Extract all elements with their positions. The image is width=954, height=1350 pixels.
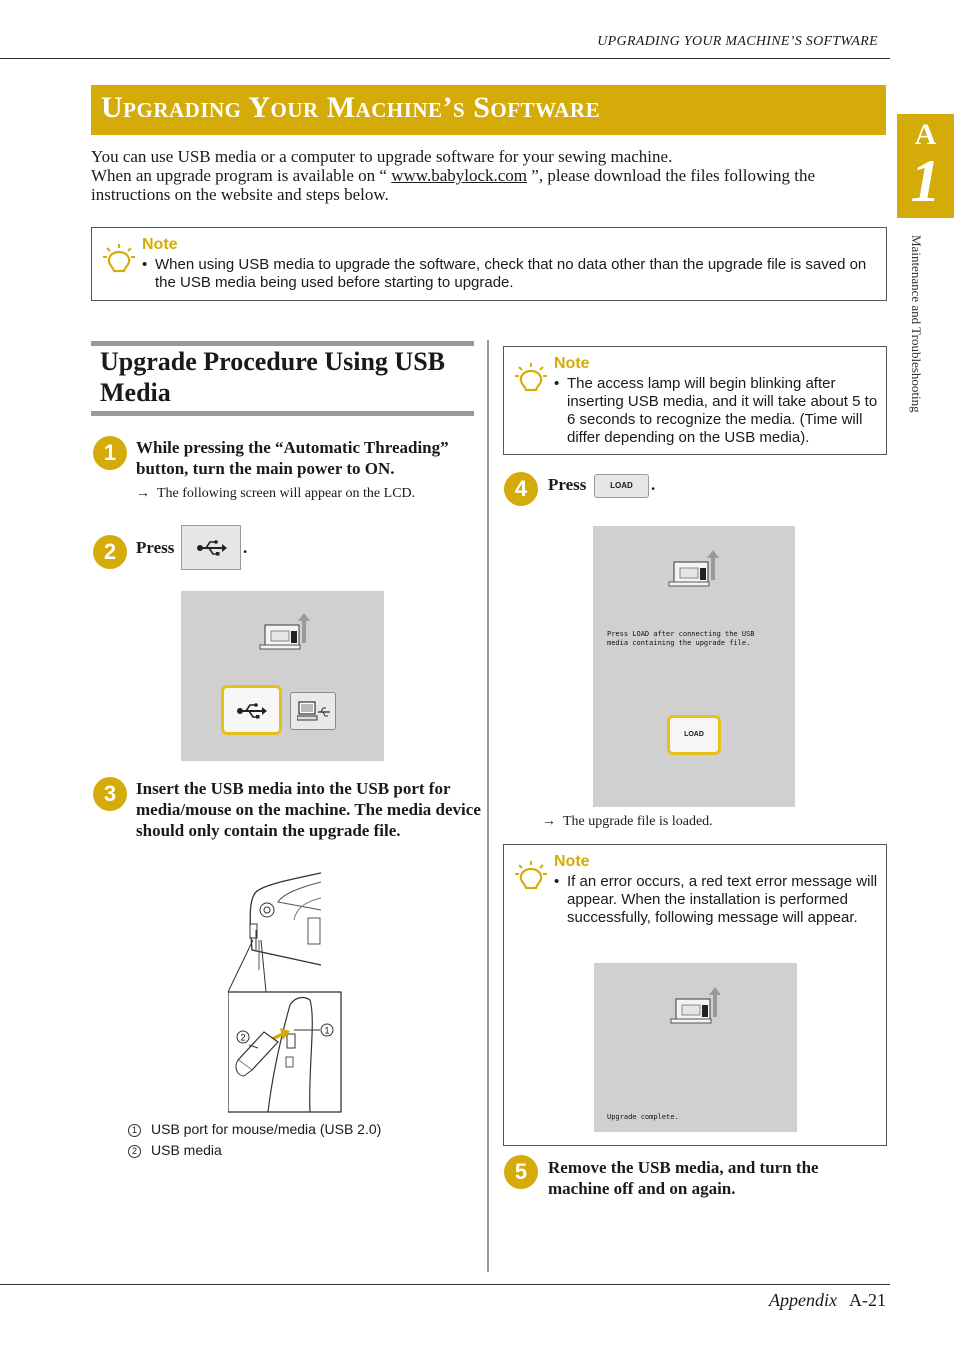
usb-button-inline[interactable] bbox=[181, 525, 241, 570]
step-3-text: Insert the USB media into the USB port for media/mouse on the machine. The media device should only contain the upgrade file. bbox=[136, 779, 481, 840]
footer-rule bbox=[0, 1284, 890, 1285]
note-title: Note bbox=[554, 355, 590, 372]
lightbulb-icon bbox=[102, 242, 136, 276]
title-bar bbox=[91, 85, 886, 135]
result-text: The following screen will appear on the LCD. bbox=[157, 486, 416, 501]
intro-paragraph bbox=[91, 147, 891, 204]
chapter-number: 1 bbox=[910, 148, 941, 214]
step-number-3: 3 bbox=[93, 777, 127, 811]
legend-number: 1 bbox=[128, 1124, 141, 1137]
column-divider bbox=[487, 340, 489, 1272]
header-rule bbox=[0, 58, 890, 59]
note-title: Note bbox=[142, 236, 178, 253]
running-header: UPGRADING YOUR MACHINE’S SOFTWARE bbox=[597, 34, 878, 49]
footer-section: Appendix bbox=[769, 1290, 837, 1310]
note-body: If an error occurs, a red text error message will appear. When the installation is performed successfully, following message will appear. bbox=[567, 873, 878, 926]
lcd-load-button[interactable]: LOAD bbox=[667, 715, 721, 755]
note-text: • The access lamp will begin blinking after inserting USB media, and it will take about 5 to 6 seconds to recognize the media. (Time will differ depending on the USB media). bbox=[554, 375, 878, 446]
intro-text-before: When an upgrade program is available on “ bbox=[91, 166, 392, 185]
note-body: When using USB media to upgrade the software, check that no data other than the upgrade file is saved on the USB media being used before starting to upgrade. bbox=[155, 256, 867, 291]
step-number-4: 4 bbox=[504, 472, 538, 506]
intro-line-2 bbox=[91, 166, 891, 204]
legend-text: USB media bbox=[151, 1142, 222, 1158]
result-arrow-icon: → bbox=[542, 814, 556, 829]
lightbulb-icon bbox=[514, 361, 548, 395]
note-body: The access lamp will begin blinking after inserting USB media, and it will take about 5 to 6 seconds to recognize the media. (Time will differ depending on the USB media). bbox=[567, 375, 878, 446]
legend-number: 2 bbox=[128, 1145, 141, 1158]
load-button-inline[interactable]: LOAD bbox=[594, 474, 649, 498]
note-text: • When using USB media to upgrade the software, check that no data other than the upgrade file is saved on the USB media being used before starting to upgrade. bbox=[142, 256, 867, 291]
lcd-screen-source-select bbox=[181, 591, 384, 761]
page-number: A-21 bbox=[849, 1290, 886, 1310]
usb-icon bbox=[196, 540, 228, 556]
step-2-period: . bbox=[243, 538, 248, 557]
note-box-usb-media bbox=[91, 227, 887, 301]
step-number-1: 1 bbox=[93, 436, 127, 470]
note-box-access-lamp bbox=[503, 346, 887, 455]
sewing-machine-upgrade-icon bbox=[259, 609, 311, 653]
lcd-complete-message: Upgrade complete. bbox=[607, 1113, 679, 1121]
step-4-press-label: Press bbox=[548, 475, 587, 494]
callout-2: 2 bbox=[240, 1032, 246, 1043]
intro-line-1: You can use USB media or a computer to upgrade software for your sewing machine. bbox=[91, 147, 673, 166]
legend-text: USB port for mouse/media (USB 2.0) bbox=[151, 1121, 382, 1137]
lcd-load-message: Press LOAD after connecting the USB media containing the upgrade file. bbox=[607, 630, 755, 647]
step-4-period: . bbox=[651, 475, 656, 494]
note-text: • If an error occurs, a red text error message will appear. When the installation is performed successfully, following message will appear. bbox=[554, 873, 878, 926]
step-2-press-label: Press bbox=[136, 538, 175, 557]
note-box-error-message bbox=[503, 844, 887, 1146]
computer-source-button[interactable] bbox=[290, 692, 336, 730]
chapter-vertical-label: Maintenance and Troubleshooting bbox=[909, 235, 924, 413]
intro-text-after: ”, please download the files following the instructions on the website and steps below. bbox=[91, 166, 816, 204]
usb-source-button[interactable] bbox=[221, 685, 282, 735]
section-rule-bottom bbox=[91, 411, 474, 416]
page-footer bbox=[769, 1290, 886, 1311]
step-4-result bbox=[542, 814, 882, 830]
lightbulb-icon bbox=[514, 859, 548, 893]
lcd-screen-complete bbox=[594, 963, 797, 1132]
chapter-tab bbox=[897, 114, 954, 218]
step-5-text: Remove the USB media, and turn the machine off and on again. bbox=[548, 1158, 819, 1198]
usb-icon bbox=[236, 703, 268, 719]
result-text: The upgrade file is loaded. bbox=[563, 814, 713, 829]
step-number-5: 5 bbox=[504, 1155, 538, 1189]
note-title: Note bbox=[554, 853, 590, 870]
step-1-result bbox=[136, 486, 476, 502]
result-arrow-icon: → bbox=[136, 486, 150, 501]
section-title: Upgrade Procedure Using USB Media bbox=[100, 347, 445, 407]
page-title: Upgrading Your Machine’s Software bbox=[101, 91, 601, 124]
sewing-machine-upgrade-icon bbox=[670, 983, 722, 1027]
chapter-letter: A bbox=[914, 118, 937, 151]
callout-1: 1 bbox=[324, 1025, 330, 1036]
usb-insertion-illustration bbox=[228, 870, 343, 1115]
lcd-screen-load bbox=[593, 526, 795, 807]
legend-item-2 bbox=[128, 1142, 222, 1158]
step-1-text: While pressing the “Automatic Threading” button, turn the main power to ON. bbox=[136, 438, 449, 478]
website-link[interactable]: www.babylock.com bbox=[391, 166, 528, 185]
step-number-2: 2 bbox=[93, 535, 127, 569]
computer-usb-icon bbox=[297, 700, 331, 724]
sewing-machine-upgrade-icon bbox=[668, 546, 720, 590]
legend-item-1 bbox=[128, 1121, 381, 1137]
